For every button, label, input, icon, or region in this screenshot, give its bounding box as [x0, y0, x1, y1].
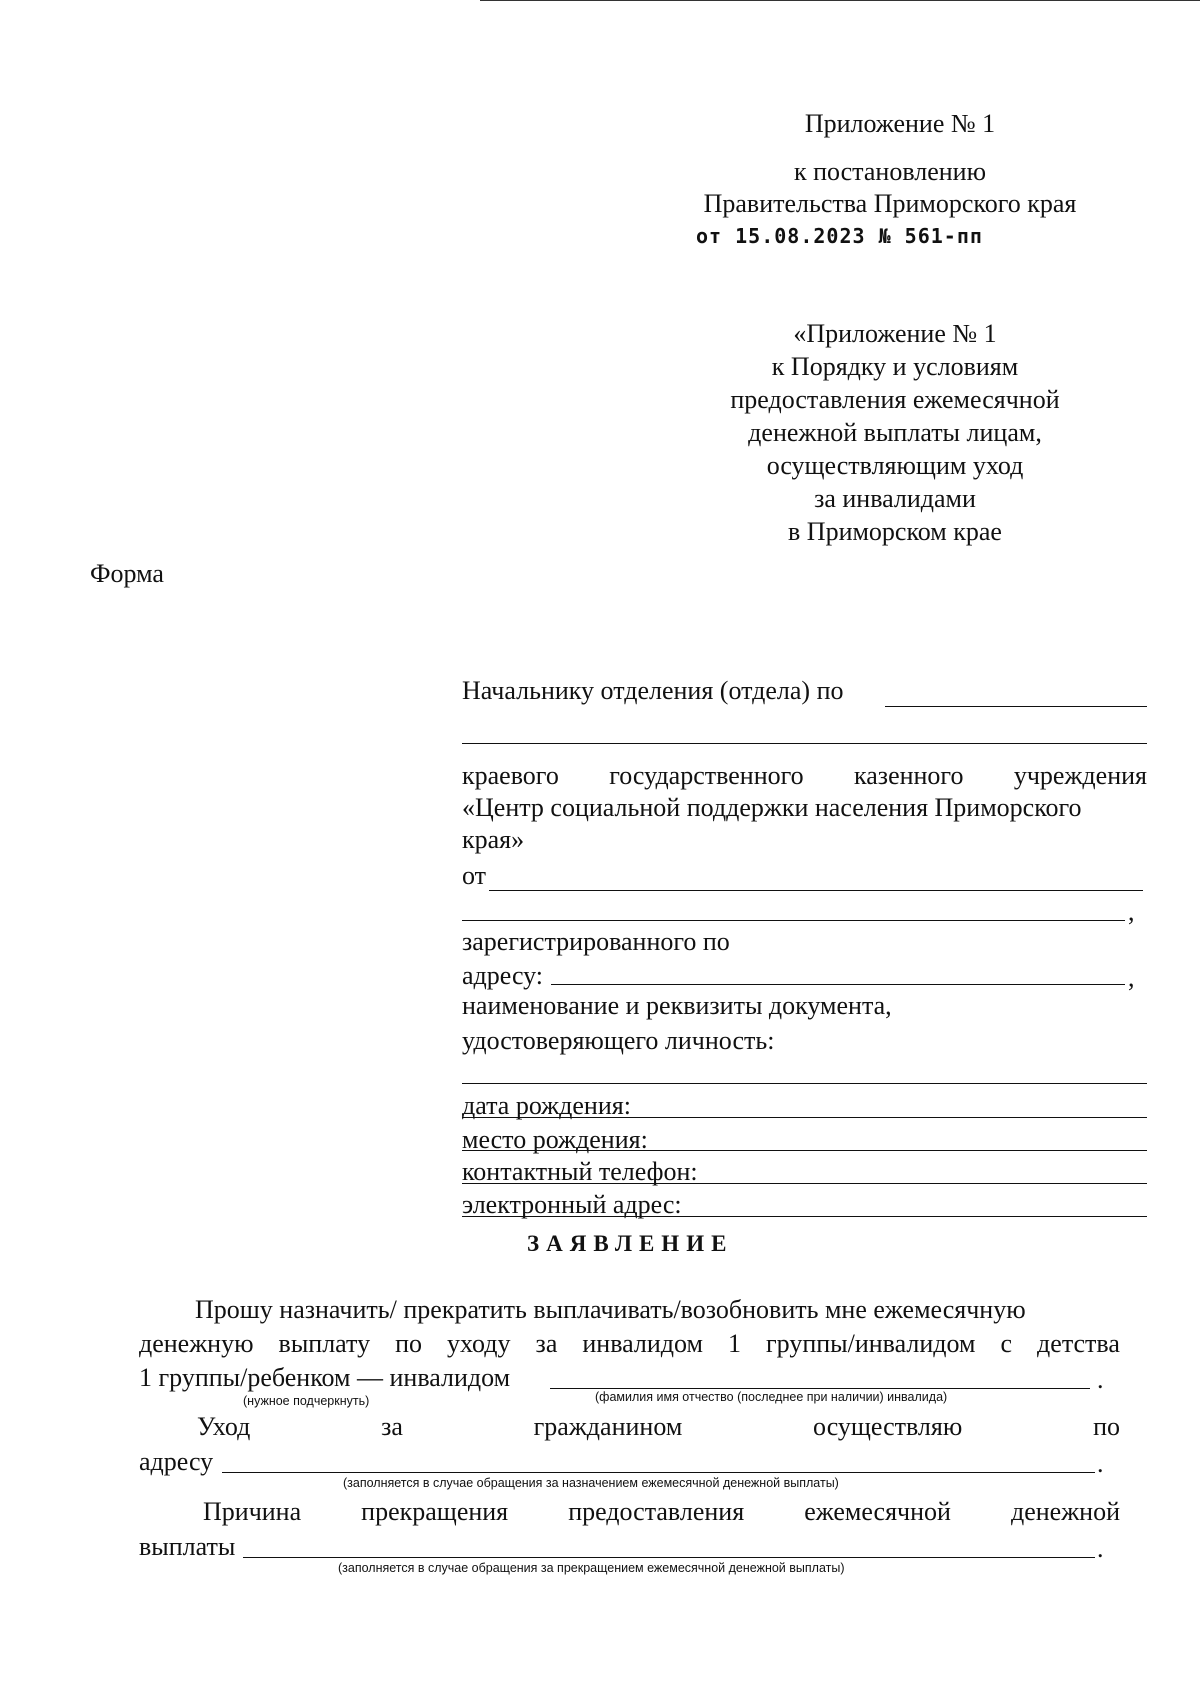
para-word: выплату [278, 1329, 371, 1358]
id-document-field-line [462, 1083, 1147, 1084]
department-field-line-2 [462, 743, 1147, 744]
birth-place-field-line [462, 1150, 1147, 1151]
period: . [1097, 1534, 1104, 1563]
reason-field-line [243, 1557, 1095, 1558]
institution-word: казенного [854, 761, 964, 790]
phone-label: контактный телефон: [462, 1157, 698, 1186]
para-word: 1 [728, 1329, 741, 1358]
care-word: осуществляю [813, 1412, 963, 1441]
id-document-label-2: удостоверяющего личность: [462, 1026, 775, 1055]
email-field-line [462, 1216, 1147, 1217]
statement-para1-line2 [139, 1328, 1120, 1360]
registered-label: зарегистрированного по [462, 927, 730, 956]
caption-assignment: (заполняется в случае обращения за назначением ежемесячной денежной выплаты) [343, 1476, 839, 1490]
birth-date-field-line [462, 1117, 1147, 1118]
reason-word: предоставления [568, 1497, 745, 1526]
appendix2-line: денежной выплаты лицам, [748, 418, 1042, 447]
para-word: с [1000, 1329, 1013, 1358]
caption-invalid-fio: (фамилия имя отчество (последнее при наличии) инвалида) [595, 1390, 948, 1404]
from-field-line-2 [462, 920, 1125, 921]
birth-date-label: дата рождения: [462, 1091, 631, 1120]
institution-word: государственного [609, 761, 804, 790]
decree-line-1: к постановлению [793, 157, 987, 186]
para-word: по [395, 1329, 423, 1358]
address-comma: , [1128, 963, 1135, 992]
institution-line-3: края» [462, 825, 525, 854]
appendix2-line: предоставления ежемесячной [730, 385, 1060, 414]
statement-para1-line1: Прошу назначить/ прекратить выплачивать/возобновить мне ежемесячную [195, 1295, 1026, 1324]
care-word: Уход [197, 1412, 251, 1441]
para-word: уходу [447, 1329, 511, 1358]
invalid-name-field-line [550, 1388, 1090, 1389]
birth-place-label: место рождения: [462, 1125, 648, 1154]
id-document-label: наименование и реквизиты документа, [462, 991, 892, 1020]
scan-top-border [480, 0, 1200, 1]
appendix2-line: «Приложение № 1 [793, 319, 997, 348]
period: . [1097, 1365, 1104, 1394]
caption-termination: (заполняется в случае обращения за прекращением ежемесячной денежной выплаты) [338, 1561, 845, 1575]
form-label: Форма [90, 559, 164, 588]
caption-underline-needed: (нужное подчеркнуть) [243, 1394, 370, 1408]
appendix2-line: к Порядку и условиям [771, 352, 1019, 381]
from-field-line [489, 890, 1143, 891]
care-address-label: адресу [139, 1447, 214, 1476]
para-word: детства [1037, 1329, 1120, 1358]
reason-word: прекращения [361, 1497, 509, 1526]
para-word: группы/инвалидом [766, 1329, 976, 1358]
reason-word: Причина [203, 1497, 302, 1526]
email-label: электронный адрес: [462, 1190, 682, 1219]
appendix-title: Приложение № 1 [804, 109, 996, 138]
institution-word: учреждения [1013, 761, 1147, 790]
care-address-field-line [222, 1472, 1095, 1473]
address-field-line [551, 984, 1125, 985]
para-word: денежную [139, 1329, 254, 1358]
statement-title: ЗАЯВЛЕНИЕ [527, 1231, 734, 1256]
period: . [1097, 1449, 1104, 1478]
para-word: за [535, 1329, 558, 1358]
appendix2-line: за инвалидами [814, 484, 976, 513]
from-comma: , [1128, 897, 1135, 926]
para-word: инвалидом [582, 1329, 703, 1358]
care-word: за [381, 1412, 403, 1441]
institution-line-1 [462, 760, 1147, 792]
care-line [197, 1411, 1120, 1443]
care-word: гражданином [533, 1412, 683, 1441]
phone-field-line [462, 1183, 1147, 1184]
appendix2-line: осуществляющим уход [766, 451, 1024, 480]
institution-line-2: «Центр социальной поддержки населения Приморского [462, 793, 1082, 822]
reason-word: ежемесячной [804, 1497, 951, 1526]
institution-word: краевого [462, 761, 559, 790]
address-label: адресу: [462, 961, 544, 990]
department-field-line [885, 706, 1147, 707]
decree-line-2: Правительства Приморского края [703, 189, 1077, 218]
reason-word: денежной [1010, 1497, 1120, 1526]
statement-para1-line3: 1 группы/ребенком — инвалидом [139, 1363, 511, 1392]
payments-label: выплаты [139, 1532, 236, 1561]
addressee-head-label: Начальнику отделения (отдела) по [462, 676, 844, 705]
appendix2-line: в Приморском крае [788, 517, 1002, 546]
from-label: от [462, 861, 487, 890]
care-word: по [1093, 1412, 1120, 1441]
reason-line [203, 1496, 1120, 1528]
decree-date-number: от 15.08.2023 № 561-пп [696, 224, 983, 248]
